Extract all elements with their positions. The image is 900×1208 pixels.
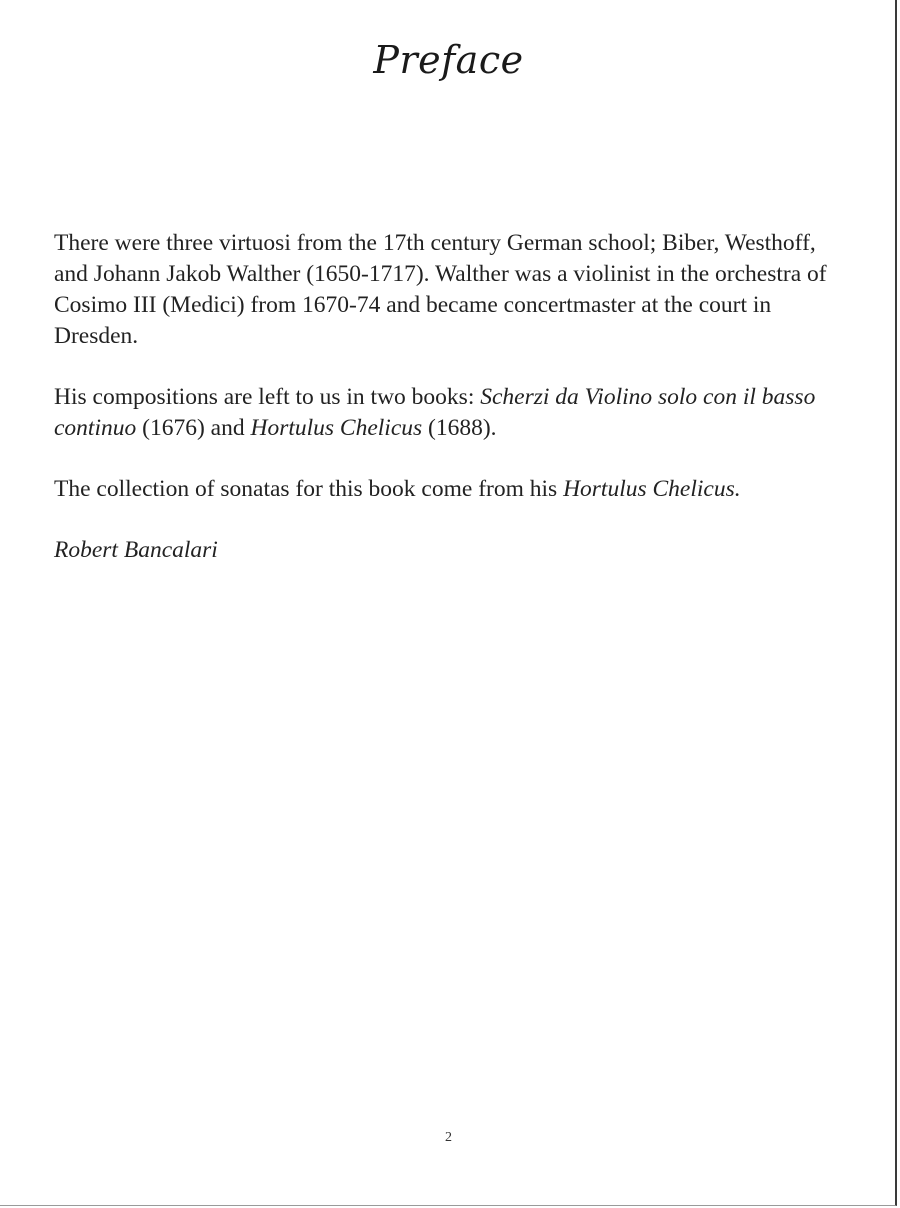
preface-body [54, 228, 854, 596]
author-name: Robert Bancalari [54, 537, 218, 563]
book-title-scherzi: Scherzi da Violino solo con il basso continuo [54, 384, 816, 441]
book-year-1676: (1676) and [136, 415, 251, 441]
paragraph-collection [54, 474, 854, 505]
page-number: 2 [445, 1130, 452, 1145]
page-title: Preface [373, 38, 524, 82]
paragraph-intro: There were three virtuosi from the 17th century German school; Biber, Westhoff, and Johann Jakob Walther (1650-1717). Walther was a violinist in the orchestra of Cosimo III (Medici) from 1670-74 and became concertmaster at the court in Dresden. [54, 230, 827, 349]
collection-lead-text: The collection of sonatas for this book come from his [54, 476, 564, 502]
paragraph-compositions [54, 382, 854, 444]
compositions-lead-text: His compositions are left to us in two books: [54, 384, 481, 410]
collection-book-title: Hortulus Chelicus. [563, 476, 741, 502]
author-signature [54, 535, 854, 566]
book-year-1688: (1688). [422, 415, 497, 441]
book-title-hortulus: Hortulus Chelicus [250, 415, 423, 441]
